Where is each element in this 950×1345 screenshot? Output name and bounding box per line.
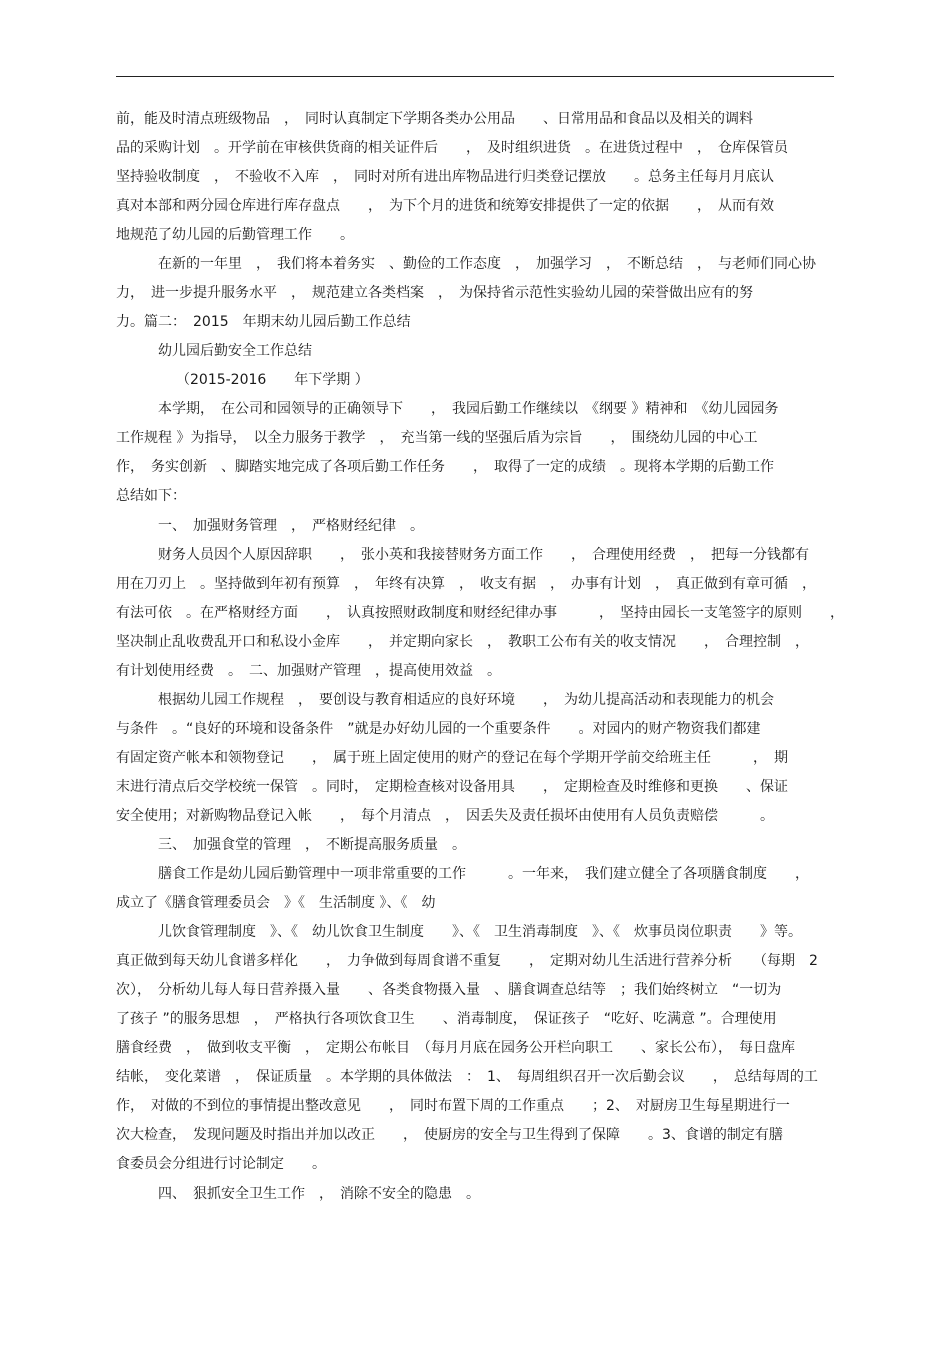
text-line: 财务人员因个人原因辞职 ， 张小英和我接替财务方面工作 ， 合理使用经费 ， 把每一分钱都有 bbox=[158, 547, 809, 563]
text-line: 结帐， 变化菜谱 ， 保证质量 。本学期的具体做法 ： 1、 每周组织召开一次后勤会议 ， 总结每周的工 bbox=[116, 1069, 818, 1085]
text-line: 有计划使用经费 。 二、加强财产管理 ，提高使用效益 。 bbox=[116, 663, 501, 679]
text-line: 地规范了幼儿园的后勤管理工作 。 bbox=[116, 227, 354, 243]
text-line: 用在刀刃上 。坚持做到年初有预算 ， 年终有决算 ， 收支有据 ， 办事有计划 ， 真正做到有章可循 ， bbox=[116, 576, 816, 592]
text-line: 根据幼儿园工作规程 ， 要创设与教育相适应的良好环境 ， 为幼儿提高活动和表现能力的机会 bbox=[158, 692, 774, 708]
text-line: 坚持验收制度 ， 不验收不入库 ， 同时对所有进出库物品进行归类登记摆放 。总务主任每月月底认 bbox=[116, 169, 774, 185]
text-line: 本学期， 在公司和园领导的正确领导下 ， 我园后勤工作继续以 《纲要 》精神和 《幼儿园园务 bbox=[158, 401, 779, 417]
section-heading: 三、 加强食堂的管理 ， 不断提高服务质量 。 bbox=[158, 837, 466, 853]
text-line: 在新的一年里 ， 我们将本着务实 、勤俭的工作态度 ， 加强学习 ， 不断总结 ， 与老师们同心协 bbox=[158, 256, 816, 272]
text-line: 力， 进一步提升服务水平 ， 规范建立各类档案 ， 为保持省示范性实验幼儿园的荣誉做出应有的努 bbox=[116, 285, 753, 301]
text-line: 作， 务实创新 、脚踏实地完成了各项后勤工作任务 ， 取得了一定的成绩 。现将本学期的后勤工作 bbox=[116, 459, 774, 475]
text-line: 次）， 分析幼儿每人每日营养摄入量 、各类食物摄入量 、膳食调查总结等 ；我们始终树立 “一切为 bbox=[116, 982, 782, 998]
text-line: 有固定资产帐本和领物登记 ， 属于班上固定使用的财产的登记在每个学期开学前交给班主任 ， 期 bbox=[116, 750, 788, 766]
text-line: 膳食经费 ， 做到收支平衡 ， 定期公布帐目 （每月月底在园务公开栏向职工 、家长公布）， 每日盘库 bbox=[116, 1040, 795, 1056]
text-line: 膳食工作是幼儿园后勤管理中一项非常重要的工作 。一年来， 我们建立健全了各项膳食制度 ， bbox=[158, 866, 809, 882]
text-line: 与条件 。“良好的环境和设备条件 ”就是办好幼儿园的一个重要条件 。对园内的财产物资我们都建 bbox=[116, 721, 761, 737]
text-line: 真正做到每天幼儿食谱多样化 ， 力争做到每周食谱不重复 ， 定期对幼儿生活进行营养分析 （每期 2 bbox=[116, 953, 818, 969]
text-line: 品的采购计划 。开学前在审核供货商的相关证件后 ， 及时组织进货 。在进货过程中 ， 仓库保管员 bbox=[116, 140, 788, 156]
text-line: 作， 对做的不到位的事情提出整改意见 ， 同时布置下周的工作重点 ；2、 对厨房卫生每星期进行一 bbox=[116, 1098, 790, 1114]
text-line: 力。篇二： 2015 年期末幼儿园后勤工作总结 bbox=[116, 314, 411, 330]
section-heading: 四、 狠抓安全卫生工作 ， 消除不安全的隐患 。 bbox=[158, 1186, 480, 1202]
text-line: 食委员会分组进行讨论制定 。 bbox=[116, 1156, 326, 1172]
text-line: 儿饮食管理制度 》、《 幼儿饮食卫生制度 》、《 卫生消毒制度 》、《 炊事员岗位职责 》等。 bbox=[158, 924, 802, 940]
text-line: 工作规程 》为指导， 以全力服务于教学 ， 充当第一线的坚强后盾为宗旨 ， 围绕幼儿园的中心工 bbox=[116, 430, 758, 446]
text-line: 有法可依 。在严格财经方面 ， 认真按照财政制度和财经纪律办事 ， 坚持由园长一支笔签字的原则 ， bbox=[116, 605, 844, 621]
subtitle: 幼儿园后勤安全工作总结 bbox=[158, 343, 312, 359]
text-line: 安全使用；对新购物品登记入帐 ， 每个月清点 ， 因丢失及责任损坏由使用有人员负责赔偿 。 bbox=[116, 808, 774, 824]
text-line: 前，能及时清点班级物品 ， 同时认真制定下学期各类办公用品 、日常用品和食品以及相关的调料 bbox=[116, 111, 753, 127]
text-line: 成立了《膳食管理委员会 》《 生活制度 》、《 幼 bbox=[116, 895, 436, 911]
text-line: 了孩子 ”的服务思想 ， 严格执行各项饮食卫生 、消毒制度， 保证孩子 “吃好、吃满意 ”。合理使用 bbox=[116, 1011, 777, 1027]
text-line: 末进行清点后交学校统一保管 。同时， 定期检查核对设备用具 ， 定期检查及时维修和更换 、保证 bbox=[116, 779, 788, 795]
text-line: 总结如下： bbox=[116, 488, 186, 504]
text-line: 坚决制止乱收费乱开口和私设小金库 ， 并定期向家长 ， 教职工公布有关的收支情况 ， 合理控制 ， bbox=[116, 634, 809, 650]
header-rule bbox=[116, 76, 834, 77]
text-line: 次大检查， 发现问题及时指出并加以改正 ， 使厨房的安全与卫生得到了保障 。3、食谱的制定有膳 bbox=[116, 1127, 783, 1143]
section-heading: 一、 加强财务管理 ， 严格财经纪律 。 bbox=[158, 518, 424, 534]
text-line: 真对本部和两分园仓库进行库存盘点 ， 为下个月的进货和统筹安排提供了一定的依据 ， 从而有效 bbox=[116, 198, 774, 214]
date-range: （2015-2016 年下学期 ） bbox=[176, 372, 369, 388]
